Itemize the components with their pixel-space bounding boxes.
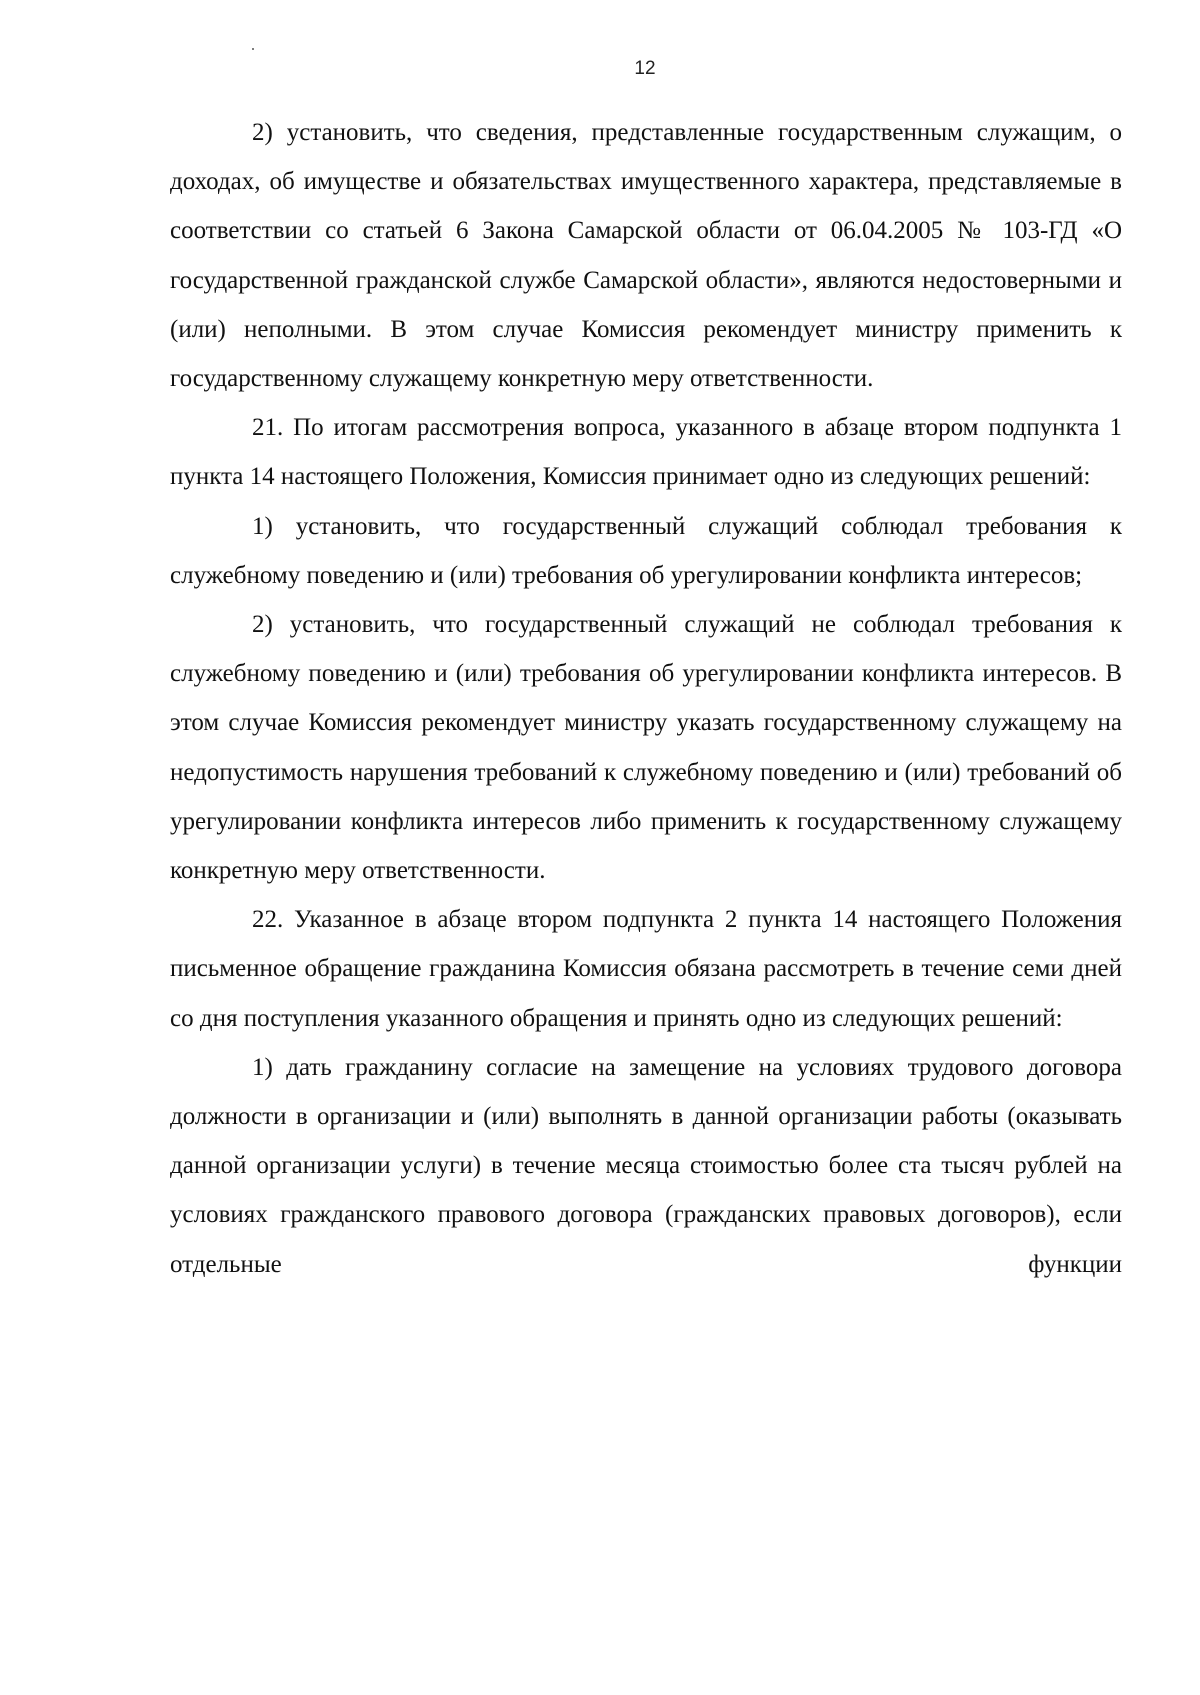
page-number: 12 <box>634 58 656 79</box>
document-body <box>170 108 1122 1289</box>
paragraph-item-2-reliability: 2) установить, что сведения, представленные государственным служащим, о доходах, об имуществе и обязательствах имущественного характера, представляемые в соответствии со статьей 6 Закона Самарской области от 06.04.2005 № 103-ГД «О государственной гражданской службе Самарской области», являются недостоверными и (или) неполными. В этом случае Комиссия рекомендует министру применить к государственному служащему конкретную меру ответственности. <box>170 119 1122 393</box>
paragraph-clause-22: 22. Указанное в абзаце втором подпункта 2 пункта 14 настоящего Положения письменное обращение гражданина Комиссия обязана рассмотреть в течение семи дней со дня поступления указанного обращения и принять одно из следующих решений: <box>170 906 1122 1032</box>
paragraph-clause-21: 21. По итогам рассмотрения вопроса, указанного в абзаце втором подпункта 1 пункта 14 настоящего Положения, Комиссия принимает одно из следующих решений: <box>170 414 1122 491</box>
paragraph-item-1-consent: 1) дать гражданину согласие на замещение на условиях трудового договора должности в организации и (или) выполнять в данной организации работы (оказывать данной организации услуги) в течение месяца стоимостью более ста тысяч рублей на условиях гражданского правового договора (гражданских правовых договоров), если отдельные функции <box>170 1053 1122 1278</box>
paragraph-item-2-not-complied: 2) установить, что государственный служащий не соблюдал требования к служебному поведению и (или) требования об урегулировании конфликта интересов. В этом случае Комиссия рекомендует министру указать государственному служащему на недопустимость нарушения требований к служебному поведению и (или) требований об урегулировании конфликта интересов либо применить к государственному служащему конкретную меру ответственности. <box>170 611 1122 885</box>
scan-speck <box>252 48 254 50</box>
paragraph-item-1-complied: 1) установить, что государственный служащий соблюдал требования к служебному поведению и (или) требования об урегулировании конфликта интересов; <box>170 512 1122 589</box>
